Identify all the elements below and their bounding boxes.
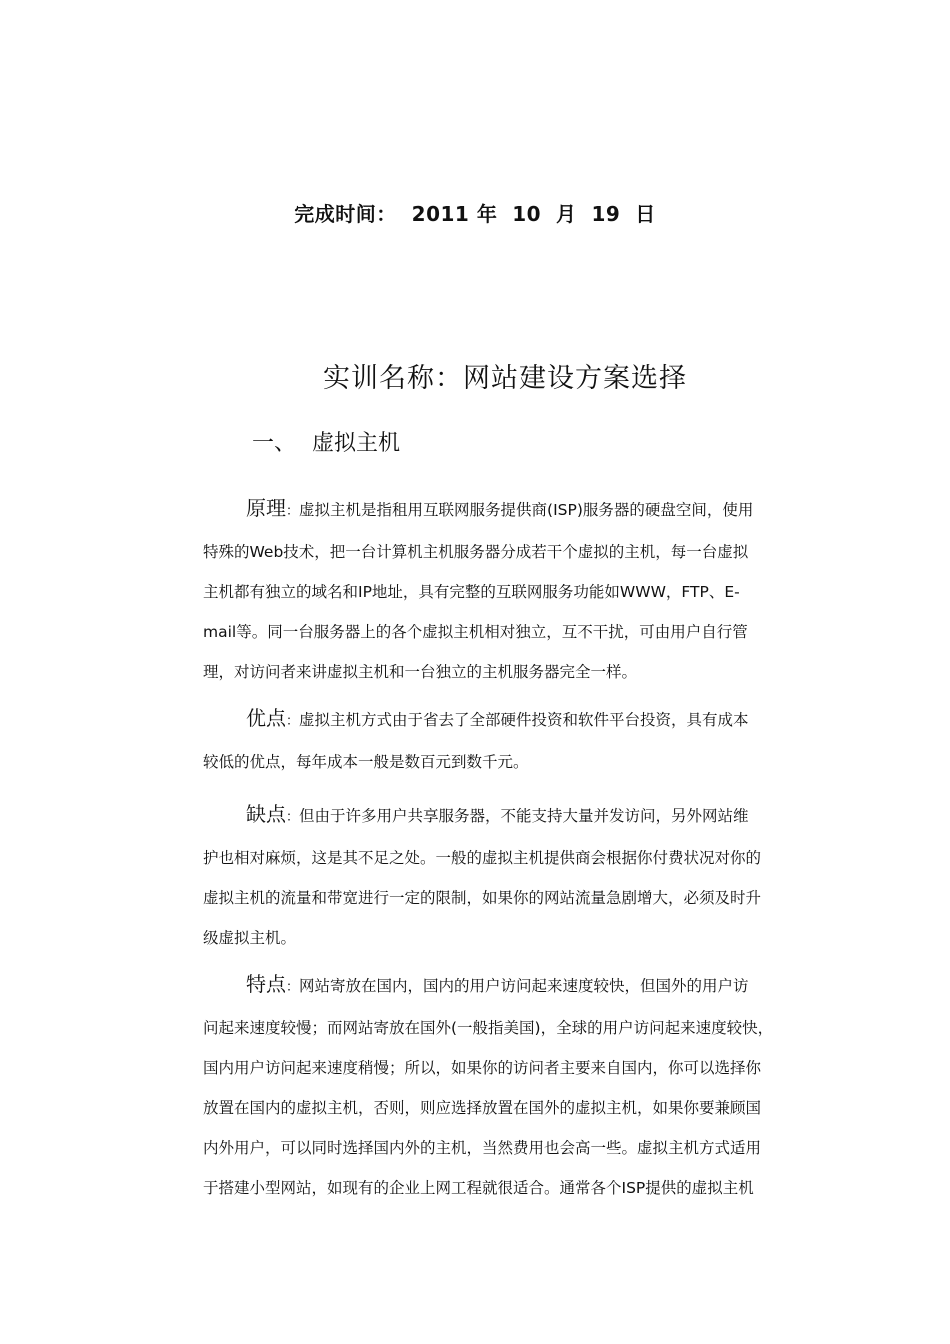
features-paragraph [203, 960, 803, 1208]
paragraph-line: 较低的优点，每年成本一般是数百元到数千元。 [203, 753, 529, 771]
paragraph-line: 虚拟主机是指租用互联网服务提供商(ISP)服务器的硬盘空间，使用 [299, 501, 754, 519]
completion-date [0, 198, 950, 227]
paragraph-line: 主机都有独立的域名和IP地址，具有完整的互联网服务功能如WWW，FTP、E- [203, 583, 740, 601]
paragraph-line: 内外用户，可以同时选择国内外的主机，当然费用也会高一些。虚拟主机方式适用 [203, 1139, 762, 1157]
disadvantage-label: 缺点 [246, 802, 286, 826]
completion-year: 2011 [411, 202, 470, 226]
paragraph-line: 但由于许多用户共享服务器，不能支持大量并发访问，另外网站维 [299, 807, 749, 825]
paragraph-line: 国内用户访问起来速度稍慢；所以，如果你的访问者主要来自国内，你可以选择你 [203, 1059, 762, 1077]
completion-day: 19 [591, 202, 621, 226]
paragraph-line: 虚拟主机的流量和带宽进行一定的限制，如果你的网站流量急剧增大，必须及时升 [203, 889, 762, 907]
paragraph-line: 放置在国内的虚拟主机，否则，则应选择放置在国外的虚拟主机，如果你要兼顾国 [203, 1099, 762, 1117]
disadvantage-paragraph [203, 790, 803, 958]
paragraph-line: 级虚拟主机。 [203, 929, 297, 947]
paragraph-first-line: 缺点：但由于许多用户共享服务器，不能支持大量并发访问，另外网站维 [246, 802, 749, 826]
paragraph-line: 网站寄放在国内，国内的用户访问起来速度较快，但国外的用户访 [299, 977, 749, 995]
completion-label: 完成时间： [294, 202, 397, 226]
completion-day-unit: 日 [635, 202, 656, 226]
completion-month: 10 [512, 202, 542, 226]
paragraph-line: mail等。同一台服务器上的各个虚拟主机相对独立，互不干扰，可由用户自行管 [203, 623, 748, 641]
paragraph-first-line: 特点：网站寄放在国内，国内的用户访问起来速度较快，但国外的用户访 [246, 972, 749, 996]
paragraph-first-line: 原理：虚拟主机是指租用互联网服务提供商(ISP)服务器的硬盘空间，使用 [246, 496, 754, 520]
paragraph-line: 虚拟主机方式由于省去了全部硬件投资和软件平台投资，具有成本 [299, 711, 749, 729]
advantage-paragraph [203, 694, 803, 782]
section-title: 虚拟主机 [312, 431, 401, 456]
paragraph-line: 问起来速度较慢；而网站寄放在国外(一般指美国)，全球的用户访问起来速度较快， [203, 1019, 774, 1037]
advantage-label: 优点 [246, 706, 286, 730]
section-heading [252, 426, 400, 457]
principle-paragraph [203, 484, 803, 692]
features-label: 特点 [246, 972, 286, 996]
paragraph-line: 理，对访问者来讲虚拟主机和一台独立的主机服务器完全一样。 [203, 663, 638, 681]
completion-month-unit: 月 [556, 202, 577, 226]
page-title: 实训名称：网站建设方案选择 [323, 363, 687, 394]
paragraph-line: 护也相对麻烦，这是其不足之处。一般的虚拟主机提供商会根据你付费状况对你的 [203, 849, 762, 867]
section-number: 一、 [252, 431, 297, 456]
principle-label: 原理 [246, 496, 286, 520]
paragraph-first-line: 优点：虚拟主机方式由于省去了全部硬件投资和软件平台投资，具有成本 [246, 706, 749, 730]
paragraph-line: 于搭建小型网站，如现有的企业上网工程就很适合。通常各个ISP提供的虚拟主机 [203, 1179, 754, 1197]
paragraph-line: 特殊的Web技术，把一台计算机主机服务器分成若干个虚拟的主机，每一台虚拟 [203, 543, 749, 561]
completion-year-unit: 年 [476, 202, 498, 226]
